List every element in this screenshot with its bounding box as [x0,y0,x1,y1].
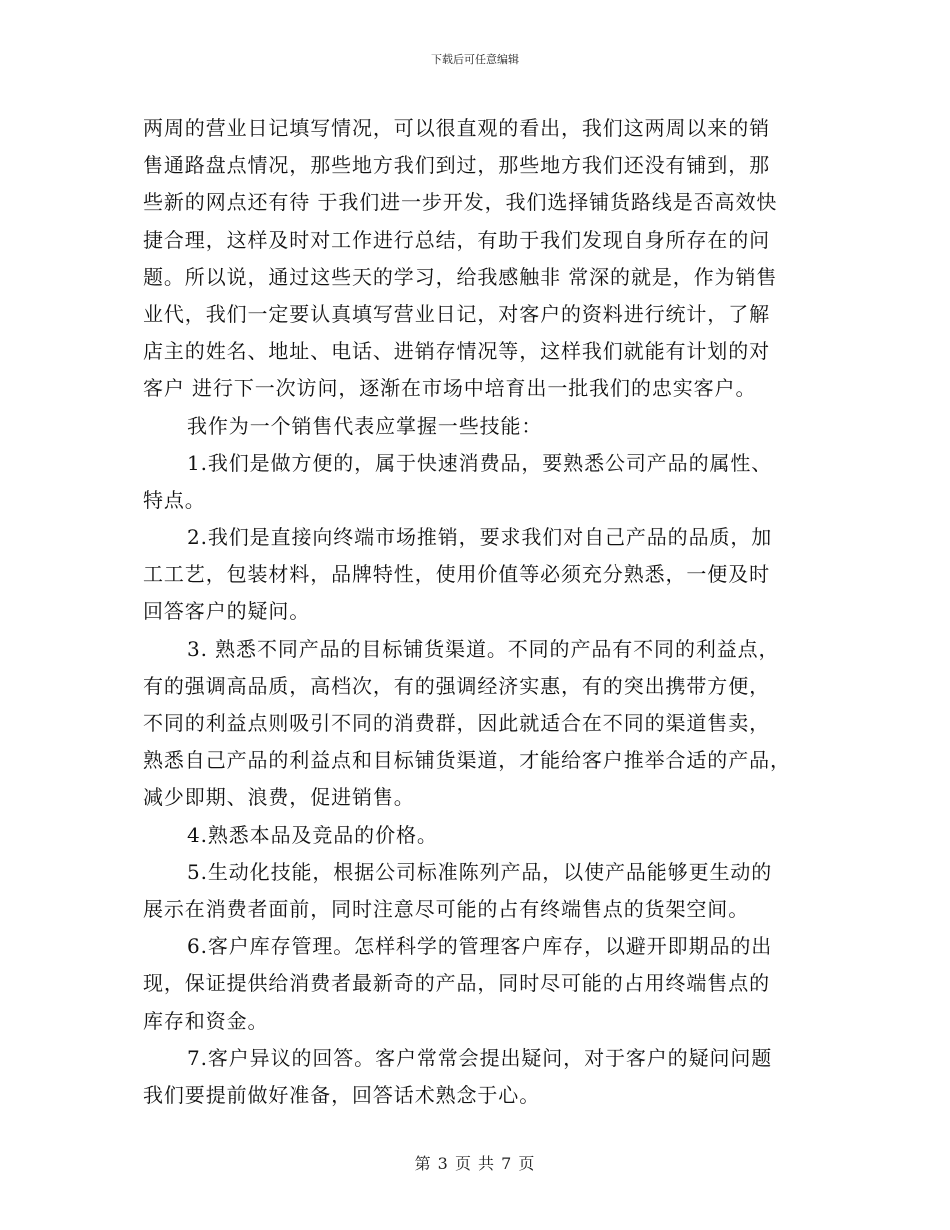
text-line: 工工艺，包装材料，品牌特性，使用价值等必须充分熟悉，一便及时 [143,562,770,587]
text-line: 回答客户的疑问。 [143,599,311,624]
text-line: 1.我们是做方便的，属于快速消费品，要熟悉公司产品的属性、 [187,450,773,475]
text-line: 捷合理，这样及时对工作进行总结，有助于我们发现自身所存在的问 [143,227,770,252]
text-line: 业代，我们一定要认真填写营业日记，对客户的资料进行统计，了解 [143,301,770,326]
text-line: 2.我们是直接向终端市场推销，要求我们对自己产品的品质，加 [187,525,773,550]
text-line: 我们要提前做好准备，回答话术熟念于心。 [143,1082,541,1107]
text-line: 3. 熟悉不同产品的目标铺货渠道。不同的产品有不同的利益点， [187,636,780,661]
text-line: 题。所以说，通过这些天的学习，给我感触非 常深的就是，作为销售 [143,264,778,289]
page-footer: 第 3 页 共 7 页 [414,1154,536,1173]
text-line: 5.生动化技能，根据公司标准陈列产品，以使产品能够更生动的 [187,859,773,884]
text-line: 不同的利益点则吸引不同的消费群，因此就适合在不同的渠道售卖， [143,711,770,735]
text-line: 售通路盘点情况，那些地方我们到过，那些地方我们还没有铺到，那 [143,153,770,178]
text-line: 客户 进行下一次访问，逐渐在市场中培育出一批我们的忠实客户。 [143,376,757,401]
text-line: 展示在消费者面前，同时注意尽可能的占有终端售点的货架空间。 [143,896,750,921]
text-line: 我作为一个销售代表应掌握一些技能： [187,413,543,438]
text-line: 店主的姓名、地址、电话、进销存情况等，这样我们就能有计划的对 [143,339,770,364]
text-line: 有的强调高品质，高档次，有的强调经济实惠，有的突出携带方便， [143,673,770,698]
text-line: 6.客户库存管理。怎样科学的管理客户库存，以避开即期品的出 [187,934,773,959]
text-line: 4.熟悉本品及竞品的价格。 [187,822,438,847]
text-line: 些新的网点还有待 于我们进一步开发，我们选择铺货路线是否高效快 [143,190,778,215]
text-line: 7.客户异议的回答。客户常常会提出疑问，对于客户的疑问问题 [187,1045,773,1070]
text-line: 特点。 [143,487,206,512]
text-line: 熟悉自己产品的利益点和目标铺货渠道，才能给客户推举合适的产品， [143,748,791,773]
text-line: 库存和资金。 [143,1008,269,1033]
text-line: 两周的营业日记填写情况，可以很直观的看出，我们这两周以来的销 [143,116,770,140]
document-body [143,110,807,1114]
text-line: 减少即期、浪费，促进销售。 [143,785,415,810]
page-header: 下载后可任意编辑 [431,53,519,66]
text-line: 现，保证提供给消费者最新奇的产品，同时尽可能的占用终端售点的 [143,971,770,996]
